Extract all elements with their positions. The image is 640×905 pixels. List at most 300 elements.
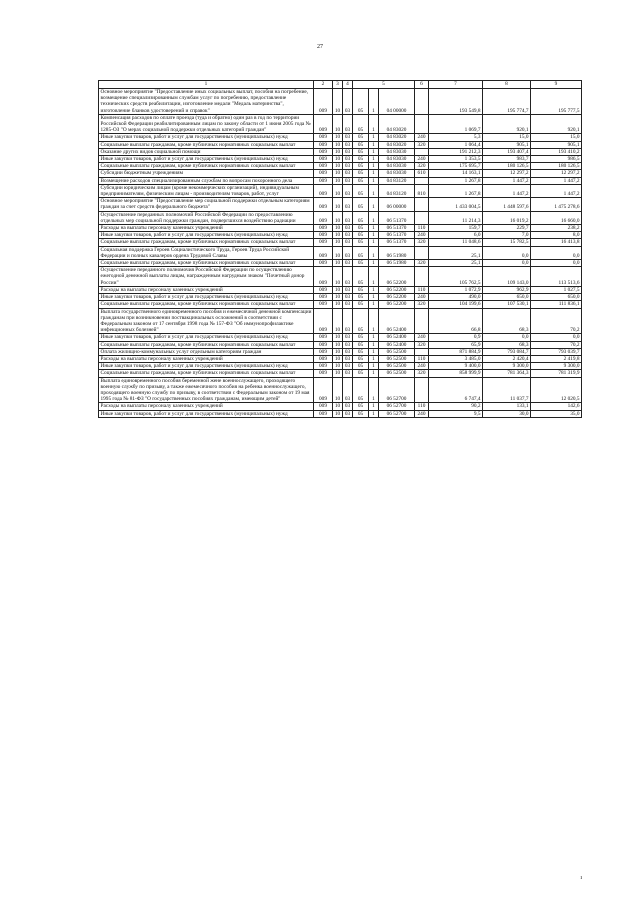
row-target-program: 05: [353, 163, 369, 170]
row-value-year3: 1 027,5: [531, 286, 582, 293]
table-row: [99, 198, 582, 211]
row-name: Расходы на выплаты персоналу казенных учреждений: [99, 225, 314, 232]
table-row: [99, 355, 582, 362]
table-row: [99, 177, 582, 184]
row-expense-type: 320: [415, 239, 429, 246]
row-grbs: 009: [314, 355, 333, 362]
budget-table: [98, 80, 582, 418]
table-row: [99, 163, 582, 170]
row-value-year2: 0,0: [483, 260, 531, 267]
row-target-code: 06 52500: [379, 363, 415, 370]
row-name: Социальные выплаты гражданам, кроме публичных нормативных социальных выплат: [99, 239, 314, 246]
row-grbs: 009: [314, 184, 333, 197]
row-target-subprogram: 1: [369, 114, 379, 134]
table-row: [99, 341, 582, 348]
row-subsection: 03: [343, 225, 353, 232]
row-target-program: 05: [353, 89, 369, 115]
row-subsection: 03: [343, 267, 353, 287]
row-target-subprogram: 1: [369, 403, 379, 410]
row-subsection: 03: [343, 403, 353, 410]
row-target-subprogram: 1: [369, 211, 379, 224]
row-expense-type: 610: [415, 170, 429, 177]
row-subsection: 03: [343, 301, 353, 308]
row-name: Компенсация расходов по оплате проезда (туда и обратно) один раз в год по территории Российской Федерации реабилитированным лицам по закону области от 1 июня 2005 года № 1285-ОЗ "О мерах социальной поддержки отдельных категорий граждан": [99, 114, 314, 134]
row-subsection: 03: [343, 211, 353, 224]
row-grbs: 009: [314, 114, 333, 134]
row-value-year1: 25,1: [429, 246, 483, 259]
table-row: [99, 170, 582, 177]
row-name: Иные закупки товаров, работ и услуг для государственных (муниципальных) нужд: [99, 410, 314, 417]
row-target-program: 05: [353, 198, 369, 211]
table-row: [99, 370, 582, 377]
row-subsection: 03: [343, 163, 353, 170]
table-row: [99, 184, 582, 197]
row-target-code: 04 83020: [379, 134, 415, 141]
row-expense-type: 110: [415, 225, 429, 232]
row-value-year2: 1 447,2: [483, 177, 531, 184]
row-subsection: 03: [343, 198, 353, 211]
row-value-year2: 11 037,7: [483, 377, 531, 403]
row-expense-type: 320: [415, 370, 429, 377]
row-value-year1: 65,9: [429, 341, 483, 348]
row-section: 10: [333, 370, 343, 377]
row-subsection: 03: [343, 177, 353, 184]
row-section: 10: [333, 177, 343, 184]
corner-mark: ı: [580, 875, 582, 881]
row-name: Иные закупки товаров, работ и услуг для государственных (муниципальных) нужд: [99, 232, 314, 239]
row-grbs: 009: [314, 163, 333, 170]
row-expense-type: 240: [415, 363, 429, 370]
row-target-subprogram: 1: [369, 348, 379, 355]
row-value-year2: 793 084,7: [483, 348, 531, 355]
row-expense-type: 110: [415, 403, 429, 410]
row-value-year3: 9 300,0: [531, 363, 582, 370]
row-value-year3: 0,0: [531, 334, 582, 341]
row-target-subprogram: 1: [369, 341, 379, 348]
row-section: 10: [333, 301, 343, 308]
row-value-year3: 70,2: [531, 308, 582, 334]
row-value-year3: 905,1: [531, 141, 582, 148]
row-subsection: 03: [343, 294, 353, 301]
row-value-year1: 1 072,9: [429, 286, 483, 293]
row-value-year1: 105 762,5: [429, 267, 483, 287]
row-value-year1: 11 214,3: [429, 211, 483, 224]
row-target-subprogram: 1: [369, 246, 379, 259]
row-value-year3: 1 447,2: [531, 184, 582, 197]
row-target-subprogram: 1: [369, 177, 379, 184]
row-name: Социальные выплаты гражданам, кроме публичных нормативных социальных выплат: [99, 141, 314, 148]
row-target-subprogram: 1: [369, 334, 379, 341]
row-target-program: 05: [353, 301, 369, 308]
row-subsection: 03: [343, 410, 353, 417]
row-value-year2: 229,7: [483, 225, 531, 232]
row-target-program: 05: [353, 239, 369, 246]
row-target-program: 05: [353, 134, 369, 141]
row-subsection: 03: [343, 239, 353, 246]
row-value-year3: 781 319,9: [531, 370, 582, 377]
row-target-program: 05: [353, 260, 369, 267]
row-expense-type: [415, 177, 429, 184]
row-grbs: 009: [314, 232, 333, 239]
row-value-year1: 9,5: [429, 410, 483, 417]
table-row: [99, 301, 582, 308]
row-target-program: 05: [353, 267, 369, 287]
row-target-code: 06 52400: [379, 308, 415, 334]
row-name: Расходы на выплаты персоналу казенных учреждений: [99, 286, 314, 293]
row-expense-type: 240: [415, 294, 429, 301]
row-value-year2: 962,9: [483, 286, 531, 293]
row-name: Иные закупки товаров, работ и услуг для государственных (муниципальных) нужд: [99, 294, 314, 301]
row-target-code: 06 52200: [379, 301, 415, 308]
row-value-year3: 0,0: [531, 246, 582, 259]
row-subsection: 03: [343, 170, 353, 177]
row-target-subprogram: 1: [369, 267, 379, 287]
row-target-program: 05: [353, 363, 369, 370]
row-value-year2: 1 448 597,6: [483, 198, 531, 211]
row-subsection: 03: [343, 141, 353, 148]
row-grbs: 009: [314, 211, 333, 224]
table-row: [99, 410, 582, 417]
row-target-program: 05: [353, 184, 369, 197]
row-value-year3: 238,2: [531, 225, 582, 232]
table-row: [99, 403, 582, 410]
row-value-year1: 1 267,8: [429, 184, 483, 197]
column-header: 8: [483, 81, 531, 89]
row-value-year3: 650,0: [531, 294, 582, 301]
row-value-year2: 920,1: [483, 114, 531, 134]
row-expense-type: 320: [415, 163, 429, 170]
row-value-year2: 16 019,2: [483, 211, 531, 224]
row-name: Социальные выплаты гражданам, кроме публичных нормативных социальных выплат: [99, 301, 314, 308]
row-section: 10: [333, 156, 343, 163]
row-section: 10: [333, 246, 343, 259]
row-value-year1: 6,0: [429, 232, 483, 239]
row-value-year1: 6 747,4: [429, 377, 483, 403]
row-value-year1: 871 884,9: [429, 348, 483, 355]
column-header: 7: [429, 81, 483, 89]
row-target-subprogram: 1: [369, 410, 379, 417]
row-section: 10: [333, 148, 343, 155]
row-name: Социальные выплаты гражданам, кроме публичных нормативных социальных выплат: [99, 370, 314, 377]
row-section: 10: [333, 232, 343, 239]
row-value-year2: 12 297,2: [483, 170, 531, 177]
row-value-year1: 104 199,6: [429, 301, 483, 308]
row-target-program: 05: [353, 148, 369, 155]
row-name: Иные закупки товаров, работ и услуг для государственных (муниципальных) нужд: [99, 156, 314, 163]
table-row: [99, 239, 582, 246]
table-row: [99, 246, 582, 259]
column-header: 5: [353, 81, 415, 89]
row-target-code: 04 83030: [379, 156, 415, 163]
table-row: [99, 377, 582, 403]
row-value-year1: 3 485,0: [429, 355, 483, 362]
table-row: [99, 141, 582, 148]
row-target-program: 05: [353, 370, 369, 377]
row-target-program: 05: [353, 348, 369, 355]
row-value-year3: 113 513,6: [531, 267, 582, 287]
row-target-subprogram: 1: [369, 163, 379, 170]
column-header: 4: [343, 81, 353, 89]
row-value-year3: 793 039,7: [531, 348, 582, 355]
row-subsection: 03: [343, 363, 353, 370]
row-expense-type: [415, 377, 429, 403]
row-target-code: 06 51370: [379, 225, 415, 232]
row-value-year1: 1 064,4: [429, 141, 483, 148]
row-target-code: 06 52400: [379, 334, 415, 341]
row-target-code: 04 83020: [379, 141, 415, 148]
row-expense-type: 110: [415, 355, 429, 362]
row-expense-type: 240: [415, 334, 429, 341]
row-section: 10: [333, 334, 343, 341]
row-value-year2: 15 782,5: [483, 239, 531, 246]
table-row: [99, 363, 582, 370]
row-target-code: 06 52700: [379, 403, 415, 410]
table-row: [99, 348, 582, 355]
column-header: 1: [99, 81, 314, 89]
table-body: [99, 81, 582, 418]
row-subsection: 03: [343, 232, 353, 239]
row-target-program: 05: [353, 232, 369, 239]
row-target-program: 05: [353, 170, 369, 177]
row-target-code: 06 52200: [379, 267, 415, 287]
page-number: 27: [317, 44, 323, 50]
row-name: Иные закупки товаров, работ и услуг для государственных (муниципальных) нужд: [99, 134, 314, 141]
row-section: 10: [333, 294, 343, 301]
row-name: Расходы на выплаты персоналу казенных учреждений: [99, 403, 314, 410]
row-section: 10: [333, 134, 343, 141]
row-grbs: 009: [314, 134, 333, 141]
row-value-year2: 2 420,4: [483, 355, 531, 362]
row-section: 10: [333, 163, 343, 170]
row-section: 10: [333, 308, 343, 334]
row-target-subprogram: 1: [369, 377, 379, 403]
row-section: 10: [333, 114, 343, 134]
row-subsection: 03: [343, 355, 353, 362]
row-expense-type: 240: [415, 410, 429, 417]
row-target-program: 05: [353, 225, 369, 232]
row-target-code: 06 51370: [379, 232, 415, 239]
row-name: Расходы на выплаты персоналу казенных учреждений: [99, 355, 314, 362]
row-value-year1: 66,8: [429, 308, 483, 334]
row-value-year2: 133,1: [483, 403, 531, 410]
row-section: 10: [333, 341, 343, 348]
row-grbs: 009: [314, 377, 333, 403]
row-subsection: 03: [343, 148, 353, 155]
row-name: Субсидии бюджетным учреждениям: [99, 170, 314, 177]
row-value-year1: 1 069,7: [429, 114, 483, 134]
row-target-code: 06 00000: [379, 198, 415, 211]
row-value-year3: 16 660,0: [531, 211, 582, 224]
row-value-year1: 1 433 004,5: [429, 198, 483, 211]
row-expense-type: 320: [415, 341, 429, 348]
column-header: 6: [415, 81, 429, 89]
row-value-year1: 1 353,5: [429, 156, 483, 163]
row-subsection: 03: [343, 156, 353, 163]
row-target-code: 06 51370: [379, 211, 415, 224]
row-target-subprogram: 1: [369, 308, 379, 334]
row-target-subprogram: 1: [369, 363, 379, 370]
table-row: [99, 156, 582, 163]
table-row: [99, 211, 582, 224]
row-grbs: 009: [314, 286, 333, 293]
row-section: 10: [333, 403, 343, 410]
row-target-program: 05: [353, 377, 369, 403]
row-section: 10: [333, 363, 343, 370]
row-value-year3: 15,0: [531, 134, 582, 141]
row-grbs: 009: [314, 267, 333, 287]
row-name: Оказание других видов социальной помощи: [99, 148, 314, 155]
row-name: Иные закупки товаров, работ и услуг для государственных (муниципальных) нужд: [99, 363, 314, 370]
row-target-code: 04 83120: [379, 184, 415, 197]
row-subsection: 03: [343, 370, 353, 377]
row-target-program: 05: [353, 334, 369, 341]
row-value-year2: 9 300,0: [483, 363, 531, 370]
row-target-code: 04 00000: [379, 89, 415, 115]
row-value-year1: 1 267,8: [429, 177, 483, 184]
row-target-program: 05: [353, 286, 369, 293]
row-target-subprogram: 1: [369, 239, 379, 246]
row-target-code: 06 51980: [379, 260, 415, 267]
row-expense-type: [415, 246, 429, 259]
row-grbs: 009: [314, 301, 333, 308]
row-subsection: 03: [343, 286, 353, 293]
row-value-year1: 490,0: [429, 294, 483, 301]
row-grbs: 009: [314, 403, 333, 410]
row-value-year3: 12 297,2: [531, 170, 582, 177]
row-section: 10: [333, 211, 343, 224]
row-grbs: 009: [314, 294, 333, 301]
row-target-subprogram: 1: [369, 148, 379, 155]
row-name: Социальные выплаты гражданам, кроме публичных нормативных социальных выплат: [99, 163, 314, 170]
table-row: [99, 294, 582, 301]
row-grbs: 009: [314, 308, 333, 334]
row-section: 10: [333, 170, 343, 177]
row-expense-type: [415, 308, 429, 334]
row-target-program: 05: [353, 177, 369, 184]
row-value-year3: 8,0: [531, 232, 582, 239]
row-target-subprogram: 1: [369, 370, 379, 377]
row-value-year1: 9 400,0: [429, 363, 483, 370]
row-name: Выплата единовременного пособия беременной жене военнослужащего, проходящего военную службу по призыву, а также ежемесячного пособия на ребенка военнослужащего, проходящего военную службу по призыву, в соответствии с Федеральным законом от 19 мая 1995 года № 81-ФЗ "О государственных пособиях гражданам, имеющим детей": [99, 377, 314, 403]
row-target-subprogram: 1: [369, 141, 379, 148]
row-target-program: 05: [353, 211, 369, 224]
row-subsection: 03: [343, 89, 353, 115]
row-expense-type: [415, 198, 429, 211]
table-row: [99, 134, 582, 141]
table-row: [99, 148, 582, 155]
row-target-code: 04 83030: [379, 163, 415, 170]
row-target-code: 06 52200: [379, 294, 415, 301]
row-value-year3: 111 836,1: [531, 301, 582, 308]
row-value-year2: 781 364,3: [483, 370, 531, 377]
row-grbs: 009: [314, 177, 333, 184]
row-section: 10: [333, 355, 343, 362]
row-section: 10: [333, 89, 343, 115]
row-target-code: 06 51370: [379, 239, 415, 246]
row-name: Оплата жилищно-коммунальных услуг отдельным категориям граждан: [99, 348, 314, 355]
row-target-code: 06 52500: [379, 370, 415, 377]
row-target-code: 06 52500: [379, 348, 415, 355]
row-section: 10: [333, 225, 343, 232]
row-subsection: 03: [343, 184, 353, 197]
row-expense-type: [415, 148, 429, 155]
row-value-year2: 195 774,7: [483, 89, 531, 115]
row-target-program: 05: [353, 308, 369, 334]
row-expense-type: 320: [415, 301, 429, 308]
row-value-year1: 11 048,6: [429, 239, 483, 246]
row-grbs: 009: [314, 156, 333, 163]
row-value-year2: 650,0: [483, 294, 531, 301]
table-row: [99, 114, 582, 134]
row-grbs: 009: [314, 225, 333, 232]
row-name: Возмещение расходов специализированным службам по вопросам похоронного дела: [99, 177, 314, 184]
row-target-program: 05: [353, 403, 369, 410]
row-target-code: 06 52700: [379, 377, 415, 403]
row-value-year3: 180 126,5: [531, 163, 582, 170]
row-value-year2: 0,0: [483, 334, 531, 341]
table-row: [99, 334, 582, 341]
row-value-year3: 142,6: [531, 403, 582, 410]
row-expense-type: 110: [415, 286, 429, 293]
table-row: [99, 89, 582, 115]
row-section: 10: [333, 377, 343, 403]
row-section: 10: [333, 141, 343, 148]
row-value-year3: 1 447,2: [531, 177, 582, 184]
row-target-subprogram: 1: [369, 184, 379, 197]
row-target-program: 05: [353, 141, 369, 148]
row-section: 10: [333, 198, 343, 211]
table-row: [99, 225, 582, 232]
row-value-year3: 986,5: [531, 156, 582, 163]
table-header-row: [99, 81, 582, 89]
row-grbs: 009: [314, 341, 333, 348]
row-target-program: 05: [353, 294, 369, 301]
row-subsection: 03: [343, 341, 353, 348]
row-name: Выплата государственного единовременного пособия и ежемесячной денежной компенсации гражданам при возникновении поствакцинальных осложнений в соответствии с Федеральным законом от 17 сентября 1998 года № 157-ФЗ "Об иммунопрофилактике инфекционных болезней": [99, 308, 314, 334]
row-value-year2: 15,0: [483, 134, 531, 141]
row-value-year2: 109 143,0: [483, 267, 531, 287]
row-value-year1: 159,7: [429, 225, 483, 232]
row-expense-type: 810: [415, 184, 429, 197]
row-value-year2: 107 530,1: [483, 301, 531, 308]
row-grbs: 009: [314, 370, 333, 377]
row-target-subprogram: 1: [369, 355, 379, 362]
row-grbs: 009: [314, 410, 333, 417]
row-target-code: 04 83030: [379, 170, 415, 177]
row-expense-type: [415, 89, 429, 115]
row-target-code: 06 52400: [379, 341, 415, 348]
table-row: [99, 308, 582, 334]
row-expense-type: [415, 114, 429, 134]
row-expense-type: 320: [415, 260, 429, 267]
row-value-year2: 193 407,4: [483, 148, 531, 155]
table-row: [99, 260, 582, 267]
row-value-year1: 858 999,9: [429, 370, 483, 377]
column-header: 3: [333, 81, 343, 89]
row-value-year3: 70,2: [531, 341, 582, 348]
row-value-year2: 1 447,2: [483, 184, 531, 197]
row-value-year1: 14 163,1: [429, 170, 483, 177]
row-value-year3: 193 410,2: [531, 148, 582, 155]
row-grbs: 009: [314, 334, 333, 341]
row-subsection: 03: [343, 377, 353, 403]
row-target-subprogram: 1: [369, 170, 379, 177]
row-target-program: 05: [353, 246, 369, 259]
row-target-code: 06 52500: [379, 355, 415, 362]
row-target-code: 04 83020: [379, 114, 415, 134]
row-value-year2: 68,3: [483, 308, 531, 334]
row-target-subprogram: 1: [369, 156, 379, 163]
